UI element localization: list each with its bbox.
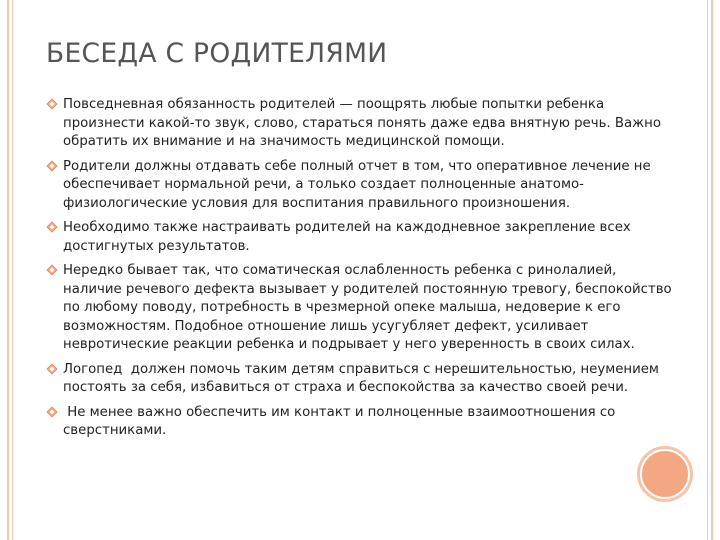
bullet-text: Необходимо также настраивать родителей на каждодневное закрепление всех достигнутых результатов. [63,220,635,254]
diamond-bullet-icon [46,96,58,115]
slide-title: БЕСЕДА С РОДИТЕЛЯМИ [46,38,388,69]
list-item [46,361,674,398]
bullet-text: Родители должны отдавать себе полный отчет в том, что оперативное лечение не обеспечивает нормальной речи, а только создает полноценные анатомо-физиологические условия для воспитания правильного произношения. [63,158,655,211]
list-item [46,219,674,256]
bullet-text: Логопед должен помочь таким детям справиться с нерешительностью, неумением постоять за себя, избавиться от страха и беспокойства за качество своей речи. [63,361,664,395]
diamond-bullet-icon [46,219,58,238]
bullet-text: Нередко бывает так, что соматическая ослабленность ребенка с ринолалией, наличие речевого дефекта вызывает у родителей постоянную тревогу, беспокойство по любому поводу, потребность в чрезмерной опеке малыша, недоверие к его возможностям. Подобное отношение лишь усугубляет дефект, усиливает невротические реакции ребенка и подрывает у него уверенность в своих силах. [63,263,676,352]
bullet-text: Повседневная обязанность родителей — поощрять любые попытки ребенка произнести какой-то звук, слово, стараться понять даже едва внятную речь. Важно обратить их внимание и на значимость медицинской помощи. [63,97,666,149]
diamond-bullet-icon [46,262,58,281]
list-item [46,96,674,152]
bullet-text: Не менее важно обеспечить им контакт и полноценные взаимоотношения со сверстниками. [63,404,620,438]
diamond-bullet-icon [46,158,58,177]
list-item [46,262,674,355]
list-item [46,404,674,441]
diamond-bullet-icon [46,361,58,380]
bullet-list [46,96,674,447]
decorative-circle [640,449,690,499]
list-item [46,158,674,214]
diamond-bullet-icon [46,404,58,423]
